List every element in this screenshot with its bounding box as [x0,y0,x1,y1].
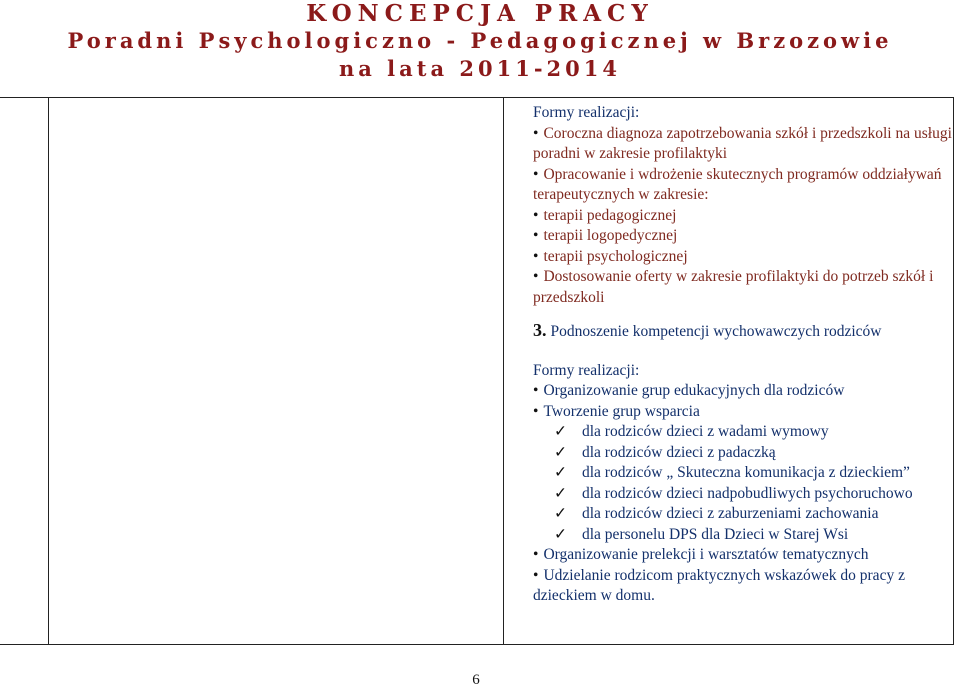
table-cell-content [533,103,953,607]
list-item: • Organizowanie prelekcji i warsztatów tematycznych [533,546,869,563]
bullet-icon: • [533,382,539,399]
list-item: • Udzielanie rodzicom praktycznych wskazówek do pracy z dzieckiem w domu. [533,566,905,604]
bullet-icon: • [533,165,539,183]
bullet-icon: • [533,402,539,420]
checkmark-icon: ✓ [554,484,567,502]
check-list-item: ✓ dla rodziców dzieci z wadami wymowy [533,422,953,443]
list-item: • Dostosowanie oferty w zakresie profilaktyki do potrzeb szkół i przedszkoli [533,268,934,306]
check-list-item: ✓ dla personelu DPS dla Dzieci w Starej Wsi [533,525,953,546]
check-list-item: ✓ dla rodziców dzieci z padaczką [533,443,953,464]
bullet-icon: • [533,546,539,563]
document-subtitle: Poradni Psychologiczno - Pedagogicznej w Brzozowie [67,28,893,53]
check-list-item: ✓ dla rodziców „ Skuteczna komunikacja z dzieckiem” [533,463,953,484]
section-title: Podnoszenie kompetencji wychowawczych rodziców [550,323,882,340]
list-item: • Coroczna diagnoza zapotrzebowania szkół i przedszkoli na usługi poradni w zakresie profilaktyki [533,124,952,162]
section-number: 3. [533,320,547,340]
forms-heading: Formy realizacji: [533,104,640,121]
table-column-divider [503,98,504,644]
bullet-icon: • [533,206,539,224]
list-item: • Tworzenie grup wsparcia [533,402,700,420]
list-item: • Organizowanie grup edukacyjnych dla rodziców [533,382,845,399]
table-left-border [48,98,49,644]
list-item: • terapii psychologicznej [533,247,688,265]
check-list-item: ✓ dla rodziców dzieci nadpobudliwych psychoruchowo [533,484,953,505]
bullet-icon: • [533,124,539,142]
document-header [0,0,960,90]
checkmark-icon: ✓ [554,505,567,522]
forms-heading: Formy realizacji: [533,361,640,379]
bullet-icon: • [533,268,539,285]
page-number: 6 [472,672,480,688]
checkmark-icon: ✓ [554,525,567,543]
table-right-border [953,98,954,644]
list-item: • terapii logopedycznej [533,227,678,244]
bullet-icon: • [533,227,539,244]
document-period: na lata 2011-2014 [339,56,621,81]
checkmark-icon: ✓ [554,464,567,481]
checkmark-icon: ✓ [554,423,567,440]
list-item: • terapii pedagogicznej [533,206,677,224]
checkmark-icon: ✓ [554,443,567,461]
bullet-icon: • [533,247,539,265]
list-item: • Opracowanie i wdrożenie skutecznych programów oddziaływań terapeutycznych w zakresie: [533,165,942,203]
bullet-icon: • [533,566,539,584]
document-title: KONCEPCJA PRACY [306,0,654,27]
section-heading [533,320,953,343]
check-list-item: ✓ dla rodziców dzieci z zaburzeniami zachowania [533,504,953,525]
